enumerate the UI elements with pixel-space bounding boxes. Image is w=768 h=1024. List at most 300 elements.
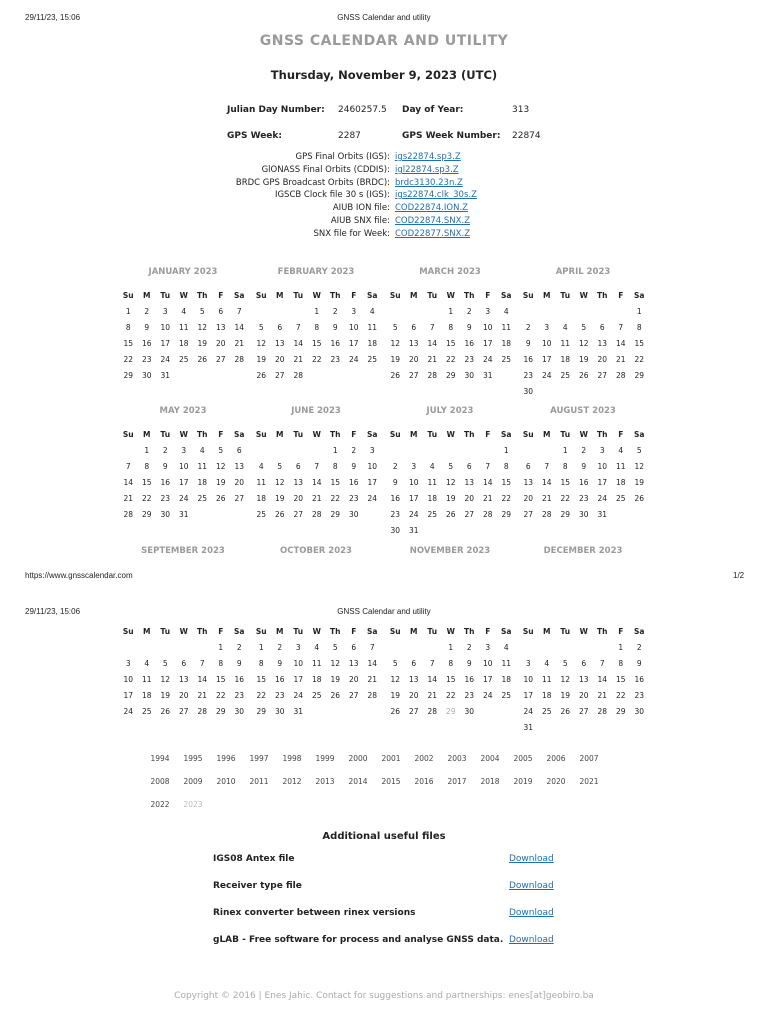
day-cell[interactable]: 22 <box>330 494 341 503</box>
day-cell[interactable]: 7 <box>599 659 605 668</box>
day-cell[interactable]: 27 <box>597 371 608 380</box>
day-cell[interactable]: 15 <box>560 478 571 487</box>
day-cell[interactable]: 13 <box>408 339 419 348</box>
day-cell[interactable]: 20 <box>234 478 245 487</box>
day-cell[interactable]: 2 <box>144 307 150 316</box>
day-cell[interactable]: 2 <box>466 307 472 316</box>
day-cell[interactable]: 31 <box>523 723 534 732</box>
day-cell[interactable]: 10 <box>348 323 359 332</box>
day-cell[interactable]: 25 <box>501 691 512 700</box>
day-cell[interactable]: 31 <box>597 510 608 519</box>
day-cell[interactable]: 1 <box>636 307 642 316</box>
day-cell[interactable]: 25 <box>427 510 438 519</box>
day-cell[interactable]: 1 <box>258 643 264 652</box>
day-cell[interactable]: 27 <box>234 494 245 503</box>
day-cell[interactable]: 16 <box>634 675 645 684</box>
day-cell[interactable]: 5 <box>392 659 398 668</box>
day-cell[interactable]: 22 <box>311 355 322 364</box>
year-link[interactable]: 2010 <box>216 777 236 786</box>
day-cell[interactable]: 28 <box>311 510 322 519</box>
day-cell[interactable]: 19 <box>197 339 208 348</box>
download-link[interactable]: Download <box>509 935 554 945</box>
year-link[interactable]: 1996 <box>216 754 236 763</box>
day-cell[interactable]: 19 <box>215 478 226 487</box>
day-cell[interactable]: 21 <box>293 355 304 364</box>
day-cell[interactable]: 1 <box>218 643 224 652</box>
day-cell[interactable]: 12 <box>274 478 285 487</box>
day-cell[interactable]: 7 <box>429 659 435 668</box>
day-cell[interactable]: 8 <box>448 659 454 668</box>
day-cell[interactable]: 1 <box>332 446 338 455</box>
day-cell[interactable]: 26 <box>445 510 456 519</box>
day-cell[interactable]: 12 <box>256 339 267 348</box>
day-cell[interactable]: 26 <box>390 371 401 380</box>
day-cell[interactable]: 28 <box>615 371 626 380</box>
day-cell[interactable]: 29 <box>501 510 512 519</box>
day-cell[interactable]: 27 <box>523 510 534 519</box>
day-cell[interactable]: 2 <box>332 307 338 316</box>
day-cell[interactable]: 14 <box>311 478 322 487</box>
day-cell[interactable]: 26 <box>274 510 285 519</box>
day-cell[interactable]: 27 <box>348 691 359 700</box>
day-cell[interactable]: 26 <box>634 494 645 503</box>
day-cell[interactable]: 25 <box>501 355 512 364</box>
day-cell[interactable]: 23 <box>330 355 341 364</box>
day-cell[interactable]: 16 <box>464 339 475 348</box>
day-cell[interactable]: 22 <box>615 691 626 700</box>
year-link[interactable]: 2015 <box>381 777 401 786</box>
day-cell[interactable]: 9 <box>162 462 168 471</box>
day-cell[interactable]: 31 <box>293 707 304 716</box>
day-cell[interactable]: 6 <box>295 462 301 471</box>
day-cell[interactable]: 25 <box>256 510 267 519</box>
day-cell[interactable]: 29 <box>141 510 152 519</box>
day-cell[interactable]: 1 <box>125 307 131 316</box>
day-cell[interactable]: 15 <box>634 339 645 348</box>
day-cell[interactable]: 3 <box>162 307 168 316</box>
day-cell[interactable]: 6 <box>351 643 357 652</box>
day-cell[interactable]: 29 <box>330 510 341 519</box>
day-cell[interactable]: 27 <box>408 707 419 716</box>
year-link[interactable]: 1998 <box>282 754 302 763</box>
day-cell[interactable]: 27 <box>293 510 304 519</box>
day-cell[interactable]: 1 <box>618 643 624 652</box>
day-cell[interactable]: 10 <box>367 462 378 471</box>
day-cell[interactable]: 8 <box>618 659 624 668</box>
year-link[interactable]: 2020 <box>546 777 566 786</box>
day-cell[interactable]: 27 <box>274 371 285 380</box>
day-cell[interactable]: 15 <box>141 478 152 487</box>
day-cell[interactable]: 5 <box>199 307 205 316</box>
day-cell[interactable]: 19 <box>256 355 267 364</box>
day-cell[interactable]: 10 <box>178 462 189 471</box>
day-cell[interactable]: 5 <box>581 323 587 332</box>
day-cell[interactable]: 12 <box>330 659 341 668</box>
day-cell[interactable]: 22 <box>256 691 267 700</box>
day-cell[interactable]: 7 <box>369 643 375 652</box>
day-cell[interactable]: 28 <box>427 371 438 380</box>
day-cell[interactable]: 14 <box>234 323 245 332</box>
day-cell[interactable]: 13 <box>215 323 226 332</box>
day-cell[interactable]: 10 <box>482 323 493 332</box>
day-cell[interactable]: 9 <box>636 659 642 668</box>
day-cell[interactable]: 23 <box>141 355 152 364</box>
year-link[interactable]: 2003 <box>447 754 467 763</box>
day-cell[interactable]: 21 <box>427 355 438 364</box>
day-cell[interactable]: 22 <box>215 691 226 700</box>
day-cell[interactable]: 26 <box>560 707 571 716</box>
day-cell[interactable]: 17 <box>348 339 359 348</box>
day-cell[interactable]: 28 <box>427 707 438 716</box>
day-cell[interactable]: 18 <box>501 339 512 348</box>
day-cell[interactable]: 23 <box>390 510 401 519</box>
day-cell[interactable]: 4 <box>503 307 509 316</box>
day-cell[interactable]: 1 <box>144 446 150 455</box>
year-link[interactable]: 2002 <box>414 754 434 763</box>
day-cell[interactable]: 26 <box>578 371 589 380</box>
day-cell[interactable]: 23 <box>578 494 589 503</box>
day-cell[interactable]: 19 <box>390 355 401 364</box>
day-cell[interactable]: 30 <box>234 707 245 716</box>
day-cell[interactable]: 20 <box>408 691 419 700</box>
day-cell[interactable]: 12 <box>197 323 208 332</box>
day-cell[interactable]: 8 <box>125 323 131 332</box>
day-cell[interactable]: 8 <box>258 659 264 668</box>
day-cell[interactable]: 31 <box>408 526 419 535</box>
day-cell[interactable]: 16 <box>464 675 475 684</box>
day-cell[interactable]: 21 <box>615 355 626 364</box>
day-cell[interactable]: 21 <box>367 675 378 684</box>
year-link[interactable]: 2009 <box>183 777 203 786</box>
day-cell[interactable]: 25 <box>560 371 571 380</box>
day-cell[interactable]: 23 <box>274 691 285 700</box>
day-cell[interactable]: 14 <box>367 659 378 668</box>
day-cell[interactable]: 11 <box>197 462 208 471</box>
day-cell[interactable]: 1 <box>448 643 454 652</box>
day-cell[interactable]: 6 <box>277 323 283 332</box>
year-link[interactable]: 2019 <box>513 777 533 786</box>
day-cell[interactable]: 30 <box>464 707 475 716</box>
day-cell[interactable]: 24 <box>123 707 134 716</box>
download-link[interactable]: Download <box>509 908 554 918</box>
day-cell[interactable]: 16 <box>348 478 359 487</box>
day-cell[interactable]: 22 <box>560 494 571 503</box>
day-cell[interactable]: 6 <box>236 446 242 455</box>
day-cell[interactable]: 29 <box>445 707 456 716</box>
day-cell[interactable]: 15 <box>445 675 456 684</box>
day-cell[interactable]: 1 <box>448 307 454 316</box>
day-cell[interactable]: 14 <box>197 675 208 684</box>
day-cell[interactable]: 28 <box>597 707 608 716</box>
day-cell[interactable]: 20 <box>523 494 534 503</box>
day-cell[interactable]: 9 <box>466 323 472 332</box>
day-cell[interactable]: 16 <box>578 478 589 487</box>
day-cell[interactable]: 27 <box>215 355 226 364</box>
day-cell[interactable]: 5 <box>636 446 642 455</box>
day-cell[interactable]: 9 <box>525 339 531 348</box>
day-cell[interactable]: 20 <box>215 339 226 348</box>
day-cell[interactable]: 14 <box>482 478 493 487</box>
day-cell[interactable]: 18 <box>141 691 152 700</box>
day-cell[interactable]: 13 <box>408 675 419 684</box>
year-link[interactable]: 2000 <box>348 754 368 763</box>
day-cell[interactable]: 20 <box>464 494 475 503</box>
day-cell[interactable]: 22 <box>501 494 512 503</box>
day-cell[interactable]: 24 <box>597 494 608 503</box>
day-cell[interactable]: 12 <box>390 675 401 684</box>
day-cell[interactable]: 11 <box>501 659 512 668</box>
day-cell[interactable]: 14 <box>123 478 134 487</box>
day-cell[interactable]: 12 <box>215 462 226 471</box>
day-cell[interactable]: 3 <box>525 659 531 668</box>
day-cell[interactable]: 4 <box>618 446 624 455</box>
day-cell[interactable]: 3 <box>125 659 131 668</box>
day-cell[interactable]: 21 <box>482 494 493 503</box>
day-cell[interactable]: 4 <box>314 643 320 652</box>
day-cell[interactable]: 20 <box>348 675 359 684</box>
day-cell[interactable]: 20 <box>178 691 189 700</box>
day-cell[interactable]: 6 <box>525 462 531 471</box>
day-cell[interactable]: 19 <box>578 355 589 364</box>
day-cell[interactable]: 29 <box>123 371 134 380</box>
day-cell[interactable]: 17 <box>523 691 534 700</box>
day-cell[interactable]: 2 <box>581 446 587 455</box>
day-cell[interactable]: 16 <box>141 339 152 348</box>
day-cell[interactable]: 25 <box>178 355 189 364</box>
day-cell[interactable]: 4 <box>144 659 150 668</box>
day-cell[interactable]: 9 <box>466 659 472 668</box>
day-cell[interactable]: 15 <box>501 478 512 487</box>
day-cell[interactable]: 17 <box>408 494 419 503</box>
day-cell[interactable]: 3 <box>369 446 375 455</box>
day-cell[interactable]: 14 <box>615 339 626 348</box>
day-cell[interactable]: 5 <box>277 462 283 471</box>
day-cell[interactable]: 18 <box>427 494 438 503</box>
day-cell[interactable]: 7 <box>236 307 242 316</box>
day-cell[interactable]: 2 <box>162 446 168 455</box>
day-cell[interactable]: 14 <box>597 675 608 684</box>
year-link[interactable]: 2016 <box>414 777 434 786</box>
day-cell[interactable]: 24 <box>523 707 534 716</box>
day-cell[interactable]: 7 <box>485 462 491 471</box>
day-cell[interactable]: 14 <box>293 339 304 348</box>
day-cell[interactable]: 13 <box>578 675 589 684</box>
year-link[interactable]: 2017 <box>447 777 467 786</box>
day-cell[interactable]: 26 <box>330 691 341 700</box>
day-cell[interactable]: 5 <box>218 446 224 455</box>
year-link[interactable]: 1997 <box>249 754 269 763</box>
day-cell[interactable]: 15 <box>123 339 134 348</box>
day-cell[interactable]: 1 <box>314 307 320 316</box>
day-cell[interactable]: 2 <box>277 643 283 652</box>
day-cell[interactable]: 6 <box>466 462 472 471</box>
day-cell[interactable]: 23 <box>634 691 645 700</box>
day-cell[interactable]: 23 <box>523 371 534 380</box>
day-cell[interactable]: 30 <box>523 387 534 396</box>
day-cell[interactable]: 11 <box>560 339 571 348</box>
day-cell[interactable]: 17 <box>541 355 552 364</box>
day-cell[interactable]: 18 <box>178 339 189 348</box>
year-link[interactable]: 2021 <box>579 777 599 786</box>
day-cell[interactable]: 11 <box>141 675 152 684</box>
day-cell[interactable]: 14 <box>541 478 552 487</box>
day-cell[interactable]: 24 <box>541 371 552 380</box>
day-cell[interactable]: 10 <box>160 323 171 332</box>
day-cell[interactable]: 5 <box>562 659 568 668</box>
file-link[interactable]: igs22874.sp3.Z <box>395 152 461 162</box>
year-link[interactable]: 2022 <box>150 800 170 809</box>
day-cell[interactable]: 11 <box>615 462 626 471</box>
day-cell[interactable]: 4 <box>562 323 568 332</box>
day-cell[interactable]: 6 <box>599 323 605 332</box>
year-link[interactable]: 1995 <box>183 754 203 763</box>
day-cell[interactable]: 20 <box>578 691 589 700</box>
day-cell[interactable]: 15 <box>330 478 341 487</box>
day-cell[interactable]: 11 <box>178 323 189 332</box>
day-cell[interactable]: 30 <box>390 526 401 535</box>
day-cell[interactable]: 21 <box>197 691 208 700</box>
day-cell[interactable]: 4 <box>429 462 435 471</box>
day-cell[interactable]: 28 <box>197 707 208 716</box>
day-cell[interactable]: 26 <box>160 707 171 716</box>
day-cell[interactable]: 12 <box>160 675 171 684</box>
day-cell[interactable]: 13 <box>274 339 285 348</box>
day-cell[interactable]: 15 <box>445 339 456 348</box>
day-cell[interactable]: 20 <box>293 494 304 503</box>
day-cell[interactable]: 17 <box>160 339 171 348</box>
day-cell[interactable]: 19 <box>634 478 645 487</box>
day-cell[interactable]: 30 <box>160 510 171 519</box>
day-cell[interactable]: 23 <box>348 494 359 503</box>
file-link[interactable]: igl22874.sp3.Z <box>395 165 459 175</box>
day-cell[interactable]: 4 <box>544 659 550 668</box>
day-cell[interactable]: 30 <box>634 707 645 716</box>
day-cell[interactable]: 17 <box>597 478 608 487</box>
day-cell[interactable]: 6 <box>181 659 187 668</box>
day-cell[interactable]: 15 <box>215 675 226 684</box>
day-cell[interactable]: 28 <box>293 371 304 380</box>
year-link[interactable]: 2011 <box>249 777 269 786</box>
day-cell[interactable]: 9 <box>236 659 242 668</box>
day-cell[interactable]: 7 <box>314 462 320 471</box>
day-cell[interactable]: 10 <box>123 675 134 684</box>
day-cell[interactable]: 31 <box>178 510 189 519</box>
day-cell[interactable]: 10 <box>408 478 419 487</box>
day-cell[interactable]: 7 <box>295 323 301 332</box>
day-cell[interactable]: 19 <box>560 691 571 700</box>
day-cell[interactable]: 30 <box>464 371 475 380</box>
year-link[interactable]: 1994 <box>150 754 170 763</box>
day-cell[interactable]: 29 <box>256 707 267 716</box>
year-link[interactable]: 2018 <box>480 777 500 786</box>
day-cell[interactable]: 27 <box>464 510 475 519</box>
day-cell[interactable]: 4 <box>181 307 187 316</box>
day-cell[interactable]: 25 <box>615 494 626 503</box>
day-cell[interactable]: 18 <box>367 339 378 348</box>
day-cell[interactable]: 24 <box>367 494 378 503</box>
day-cell[interactable]: 12 <box>390 339 401 348</box>
day-cell[interactable]: 17 <box>123 691 134 700</box>
day-cell[interactable]: 13 <box>464 478 475 487</box>
day-cell[interactable]: 22 <box>445 691 456 700</box>
day-cell[interactable]: 19 <box>445 494 456 503</box>
download-link[interactable]: Download <box>509 881 554 891</box>
day-cell[interactable]: 26 <box>197 355 208 364</box>
day-cell[interactable]: 2 <box>236 643 242 652</box>
day-cell[interactable]: 19 <box>330 675 341 684</box>
day-cell[interactable]: 16 <box>160 478 171 487</box>
download-link[interactable]: Download <box>509 854 554 864</box>
day-cell[interactable]: 17 <box>482 675 493 684</box>
day-cell[interactable]: 17 <box>293 675 304 684</box>
day-cell[interactable]: 26 <box>256 371 267 380</box>
day-cell[interactable]: 4 <box>258 462 264 471</box>
day-cell[interactable]: 14 <box>427 339 438 348</box>
day-cell[interactable]: 24 <box>348 355 359 364</box>
day-cell[interactable]: 24 <box>482 691 493 700</box>
day-cell[interactable]: 2 <box>351 446 357 455</box>
day-cell[interactable]: 15 <box>311 339 322 348</box>
day-cell[interactable]: 8 <box>332 462 338 471</box>
file-link[interactable]: igs22874.clk_30s.Z <box>395 190 477 200</box>
day-cell[interactable]: 13 <box>178 675 189 684</box>
day-cell[interactable]: 7 <box>544 462 550 471</box>
day-cell[interactable]: 24 <box>160 355 171 364</box>
day-cell[interactable]: 25 <box>197 494 208 503</box>
day-cell[interactable]: 23 <box>160 494 171 503</box>
day-cell[interactable]: 30 <box>141 371 152 380</box>
day-cell[interactable]: 3 <box>599 446 605 455</box>
file-link[interactable]: COD22874.ION.Z <box>395 203 468 213</box>
day-cell[interactable]: 30 <box>348 510 359 519</box>
day-cell[interactable]: 25 <box>311 691 322 700</box>
day-cell[interactable]: 31 <box>160 371 171 380</box>
day-cell[interactable]: 24 <box>293 691 304 700</box>
day-cell[interactable]: 2 <box>392 462 398 471</box>
day-cell[interactable]: 18 <box>560 355 571 364</box>
day-cell[interactable]: 6 <box>218 307 224 316</box>
day-cell[interactable]: 29 <box>560 510 571 519</box>
year-link[interactable]: 2008 <box>150 777 170 786</box>
day-cell[interactable]: 19 <box>274 494 285 503</box>
day-cell[interactable]: 17 <box>482 339 493 348</box>
file-link[interactable]: COD22874.SNX.Z <box>395 216 471 226</box>
day-cell[interactable]: 3 <box>411 462 417 471</box>
day-cell[interactable]: 18 <box>311 675 322 684</box>
day-cell[interactable]: 11 <box>541 675 552 684</box>
day-cell[interactable]: 11 <box>501 323 512 332</box>
day-cell[interactable]: 10 <box>482 659 493 668</box>
day-cell[interactable]: 10 <box>597 462 608 471</box>
day-cell[interactable]: 11 <box>256 478 267 487</box>
year-link[interactable]: 1999 <box>315 754 335 763</box>
day-cell[interactable]: 28 <box>482 510 493 519</box>
day-cell[interactable]: 17 <box>367 478 378 487</box>
day-cell[interactable]: 6 <box>581 659 587 668</box>
day-cell[interactable]: 30 <box>578 510 589 519</box>
year-link[interactable]: 2023 <box>183 800 203 809</box>
day-cell[interactable]: 27 <box>178 707 189 716</box>
day-cell[interactable]: 8 <box>218 659 224 668</box>
day-cell[interactable]: 6 <box>411 323 417 332</box>
day-cell[interactable]: 31 <box>482 371 493 380</box>
day-cell[interactable]: 7 <box>429 323 435 332</box>
day-cell[interactable]: 29 <box>445 371 456 380</box>
day-cell[interactable]: 16 <box>330 339 341 348</box>
day-cell[interactable]: 13 <box>523 478 534 487</box>
year-link[interactable]: 2007 <box>579 754 599 763</box>
day-cell[interactable]: 18 <box>615 478 626 487</box>
